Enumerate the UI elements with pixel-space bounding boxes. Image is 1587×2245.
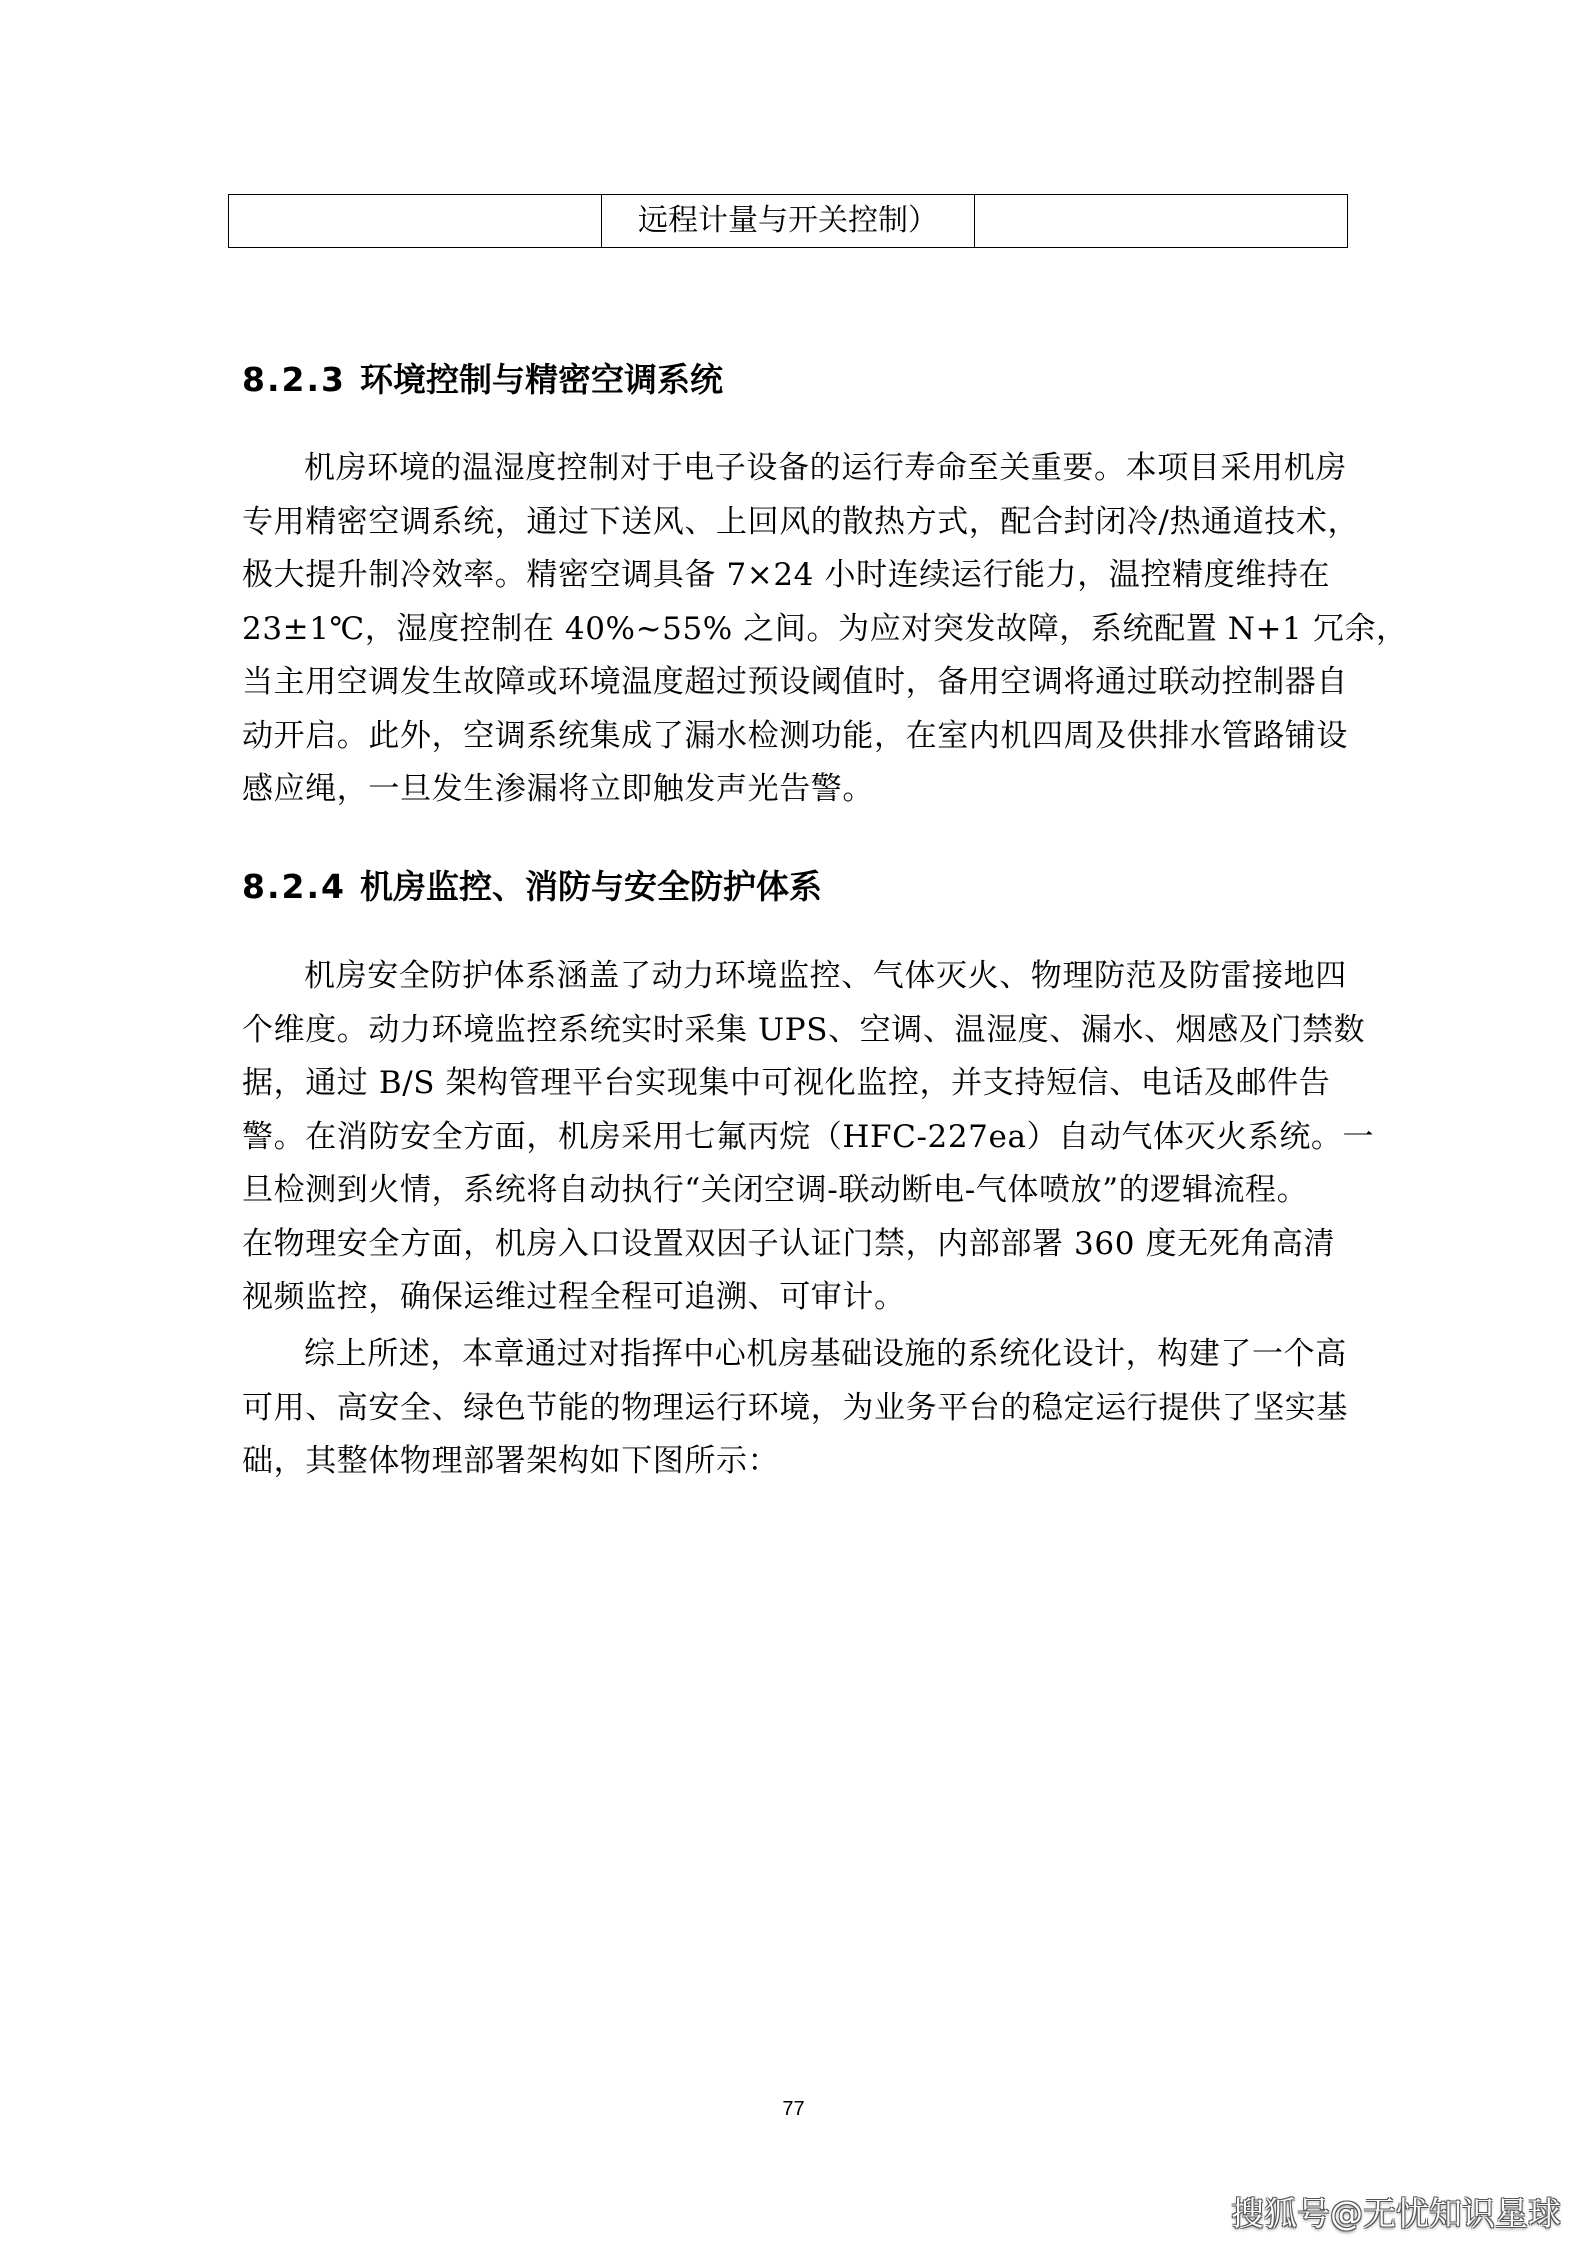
paragraph-line: 当主用空调发生故障或环境温度超过预设阈值时，备用空调将通过联动控制器自: [242, 664, 1348, 700]
paragraph-line: 感应绳，一旦发生渗漏将立即触发声光告警。: [242, 771, 874, 807]
table-cell: 远程计量与开关控制）: [602, 195, 975, 248]
paragraph-line: 23±1℃，湿度控制在 40%~55% 之间。为应对突发故障，系统配置 N+1 冗余，: [242, 610, 1408, 647]
section-heading-8-2-4: [242, 865, 822, 909]
body-paragraph-summary: [242, 1328, 1362, 1489]
paragraph-line: 视频监控，确保运维过程全程可追溯、可审计。: [242, 1279, 906, 1315]
paragraph-line: 专用精密空调系统，通过下送风、上回风的散热方式，配合封闭冷/热通道技术，: [242, 503, 1360, 540]
section-heading-8-2-3: [242, 358, 723, 402]
table-cell: [229, 195, 602, 248]
watermark: 搜狐号@无忧知识星球: [1231, 2194, 1561, 2233]
section-title: 机房监控、消防与安全防护体系: [359, 867, 822, 906]
paragraph-line: 极大提升制冷效率。精密空调具备 7×24 小时连续运行能力，温控精度维持在: [242, 557, 1331, 593]
paragraph-line: 础，其整体物理部署架构如下图所示：: [242, 1443, 780, 1479]
body-paragraph: [242, 442, 1408, 817]
table-cell: [975, 195, 1348, 248]
paragraph-line: 可用、高安全、绿色节能的物理运行环境，为业务平台的稳定运行提供了坚实基: [242, 1389, 1348, 1426]
section-number: 8.2.4: [242, 867, 346, 906]
table-fragment: [228, 194, 1348, 248]
paragraph-line: 个维度。动力环境监控系统实时采集 UPS、空调、温湿度、漏水、烟感及门禁数: [242, 1011, 1366, 1048]
table-row: [229, 195, 1348, 248]
paragraph-line: 据，通过 B/S 架构管理平台实现集中可视化监控，并支持短信、电话及邮件告: [242, 1065, 1331, 1101]
section-number: 8.2.3: [242, 360, 346, 399]
body-paragraph: [242, 950, 1375, 1325]
page-number: 77: [782, 2098, 805, 2120]
paragraph-line: 动开启。此外，空调系统集成了漏水检测功能，在室内机四周及供排水管路铺设: [242, 717, 1348, 754]
paragraph-line: 机房环境的温湿度控制对于电子设备的运行寿命至关重要。本项目采用机房: [304, 450, 1347, 486]
paragraph-line: 警。在消防安全方面，机房采用七氟丙烷（HFC-227ea）自动气体灭火系统。一: [242, 1118, 1375, 1155]
paragraph-line: 旦检测到火情，系统将自动执行“关闭空调-联动断电-气体喷放”的逻辑流程。: [242, 1172, 1309, 1208]
paragraph-line: 机房安全防护体系涵盖了动力环境监控、气体灭火、物理防范及防雷接地四: [304, 958, 1347, 994]
paragraph-line: 综上所述，本章通过对指挥中心机房基础设施的系统化设计，构建了一个高: [304, 1336, 1347, 1372]
section-title: 环境控制与精密空调系统: [359, 360, 723, 399]
paragraph-line: 在物理安全方面，机房入口设置双因子认证门禁，内部部署 360 度无死角高清: [242, 1225, 1336, 1262]
